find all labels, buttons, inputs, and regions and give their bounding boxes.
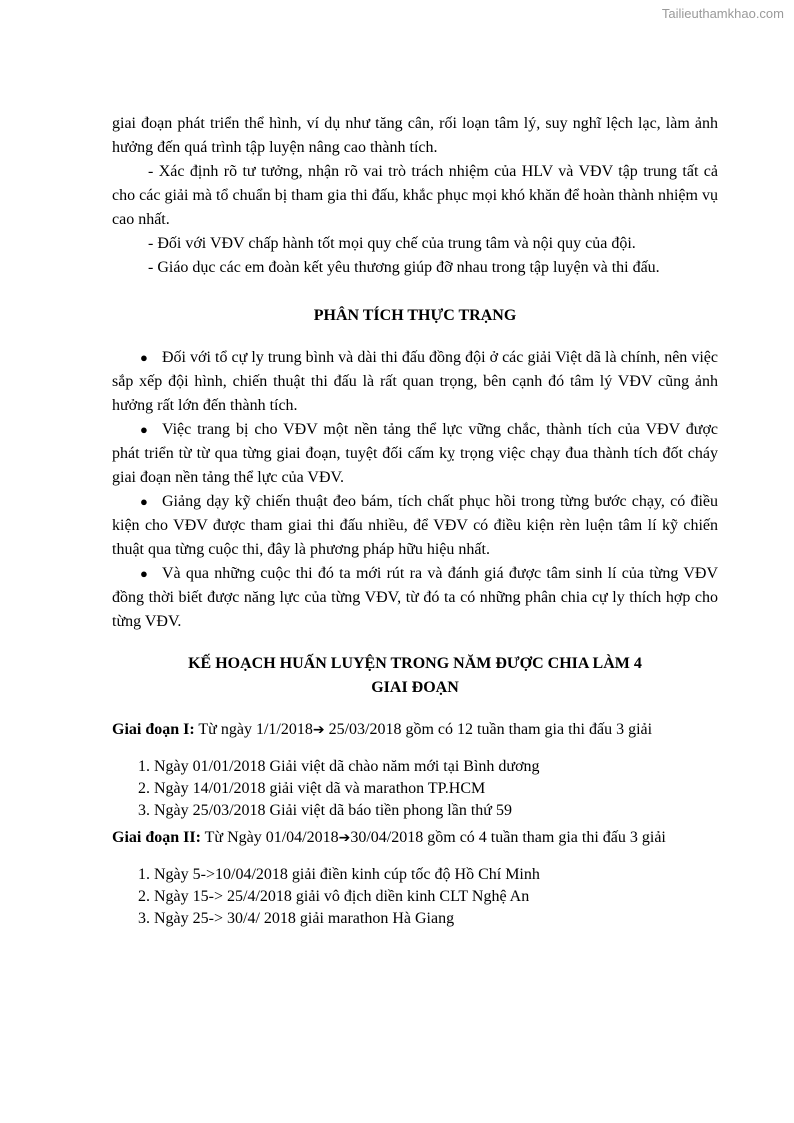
- section-title-plan-line1: KẾ HOẠCH HUẤN LUYỆN TRONG NĂM ĐƯỢC CHIA LÀM 4: [188, 655, 642, 672]
- stage-1-label: Giai đoạn I:: [112, 721, 195, 738]
- section-title-analysis: PHÂN TÍCH THỰC TRẠNG: [313, 307, 517, 324]
- stage-1-text-b: 25/03/2018 gồm có 12 tuần tham gia thi đấu 3 giải: [324, 721, 653, 738]
- list-item: 3. Ngày 25-> 30/4/ 2018 giải marathon Hà Giang: [138, 910, 455, 927]
- stage-2-text-a: Từ Ngày 01/04/2018: [200, 829, 339, 846]
- document-page: [112, 112, 718, 934]
- bullet-text: Việc trang bị cho VĐV một nền tảng thể lực vững chắc, thành tích của VĐV được phát triển từ từ qua từng giai đoạn, tuyệt đối cấm kỵ trọng việc chạy đua thành tích đốt cháy giai đoạn nền tảng thể lực của VĐV.: [112, 421, 718, 486]
- bullet-icon: ●: [140, 422, 148, 437]
- list-item: 2. Ngày 14/01/2018 giải việt dã và marathon TP.HCM: [138, 780, 486, 797]
- section-title-plan-line2: GIAI ĐOẠN: [371, 679, 459, 696]
- list-item: 1. Ngày 5->10/04/2018 giải điền kinh cúp tốc độ Hồ Chí Minh: [138, 866, 540, 883]
- stage-2-event-list: [112, 864, 718, 930]
- list-item: 1. Ngày 01/01/2018 Giải việt dã chào năm mới tại Bình dương: [138, 758, 540, 775]
- list-item: 2. Ngày 15-> 25/4/2018 giải vô địch diền kinh CLT Nghệ An: [138, 888, 530, 905]
- stage-2-description: [112, 826, 718, 850]
- bullet-icon: ●: [140, 350, 148, 365]
- list-item: [112, 346, 718, 418]
- bullet-icon: ●: [140, 494, 148, 509]
- bullet-text: Giảng dạy kỹ chiến thuật đeo bám, tích chất phục hồi trong từng bước chạy, có điều kiện cho VĐV được tham giai thi đấu nhiều, để VĐV có điều kiện rèn luện tâm lí kỹ chiến thuật qua từng cuộc thi, đây là phương pháp hữu hiệu nhất.: [112, 493, 718, 558]
- bullet-text: Và qua những cuộc thi đó ta mới rút ra và đánh giá được tâm sinh lí của từng VĐV đồng thời biết được năng lực của từng VĐV, từ đó ta có những phân chia cự ly thích hợp cho từng VĐV.: [112, 565, 718, 630]
- bullet-text: Đối với tổ cự ly trung bình và dài thi đấu đồng đội ở các giải Việt dã là chính, nên việc sắp xếp đội hình, chiến thuật thi đấu là rất quan trọng, bên cạnh đó tâm lý VĐV cũng ảnh hưởng rất lớn đến thành tích.: [112, 349, 718, 414]
- intro-paragraph-4: - Giáo dục các em đoàn kết yêu thương giúp đỡ nhau trong tập luyện và thi đấu.: [148, 259, 660, 276]
- bullet-icon: ●: [140, 566, 148, 581]
- arrow-right-icon: ➔: [312, 722, 325, 738]
- intro-paragraph-2: - Xác định rõ tư tưởng, nhận rõ vai trò trách nhiệm của HLV và VĐV tập trung tất cả cho các giải mà tổ chuẩn bị tham gia thi đấu, khắc phục mọi khó khăn để hoàn thành nhiệm vụ cao nhất.: [112, 163, 718, 228]
- list-item: [112, 490, 718, 562]
- stage-1-event-list: [112, 756, 718, 822]
- analysis-bullet-list: [112, 346, 718, 634]
- stage-2-text-b: 30/04/2018 gồm có 4 tuần tham gia thi đấu 3 giải: [350, 829, 666, 846]
- intro-paragraph-3: - Đối với VĐV chấp hành tốt mọi quy chế của trung tâm và nội quy của đội.: [148, 235, 636, 252]
- stage-1-description: [112, 718, 718, 742]
- list-item: [112, 562, 718, 634]
- stage-1-text-a: Từ ngày 1/1/2018: [194, 721, 313, 738]
- list-item: 3. Ngày 25/03/2018 Giải việt dã báo tiền phong lần thứ 59: [138, 802, 512, 819]
- arrow-right-icon: ➔: [338, 830, 351, 846]
- stage-2-label: Giai đoạn II:: [112, 829, 201, 846]
- section-title-plan: [112, 652, 718, 700]
- intro-paragraph-1: giai đoạn phát triển thể hình, ví dụ như tăng cân, rối loạn tâm lý, suy nghĩ lệch lạc, làm ảnh hưởng đến quá trình tập luyện nâng cao thành tích.: [112, 115, 718, 156]
- watermark-text: Tailieuthamkhao.com: [661, 6, 784, 21]
- list-item: [112, 418, 718, 490]
